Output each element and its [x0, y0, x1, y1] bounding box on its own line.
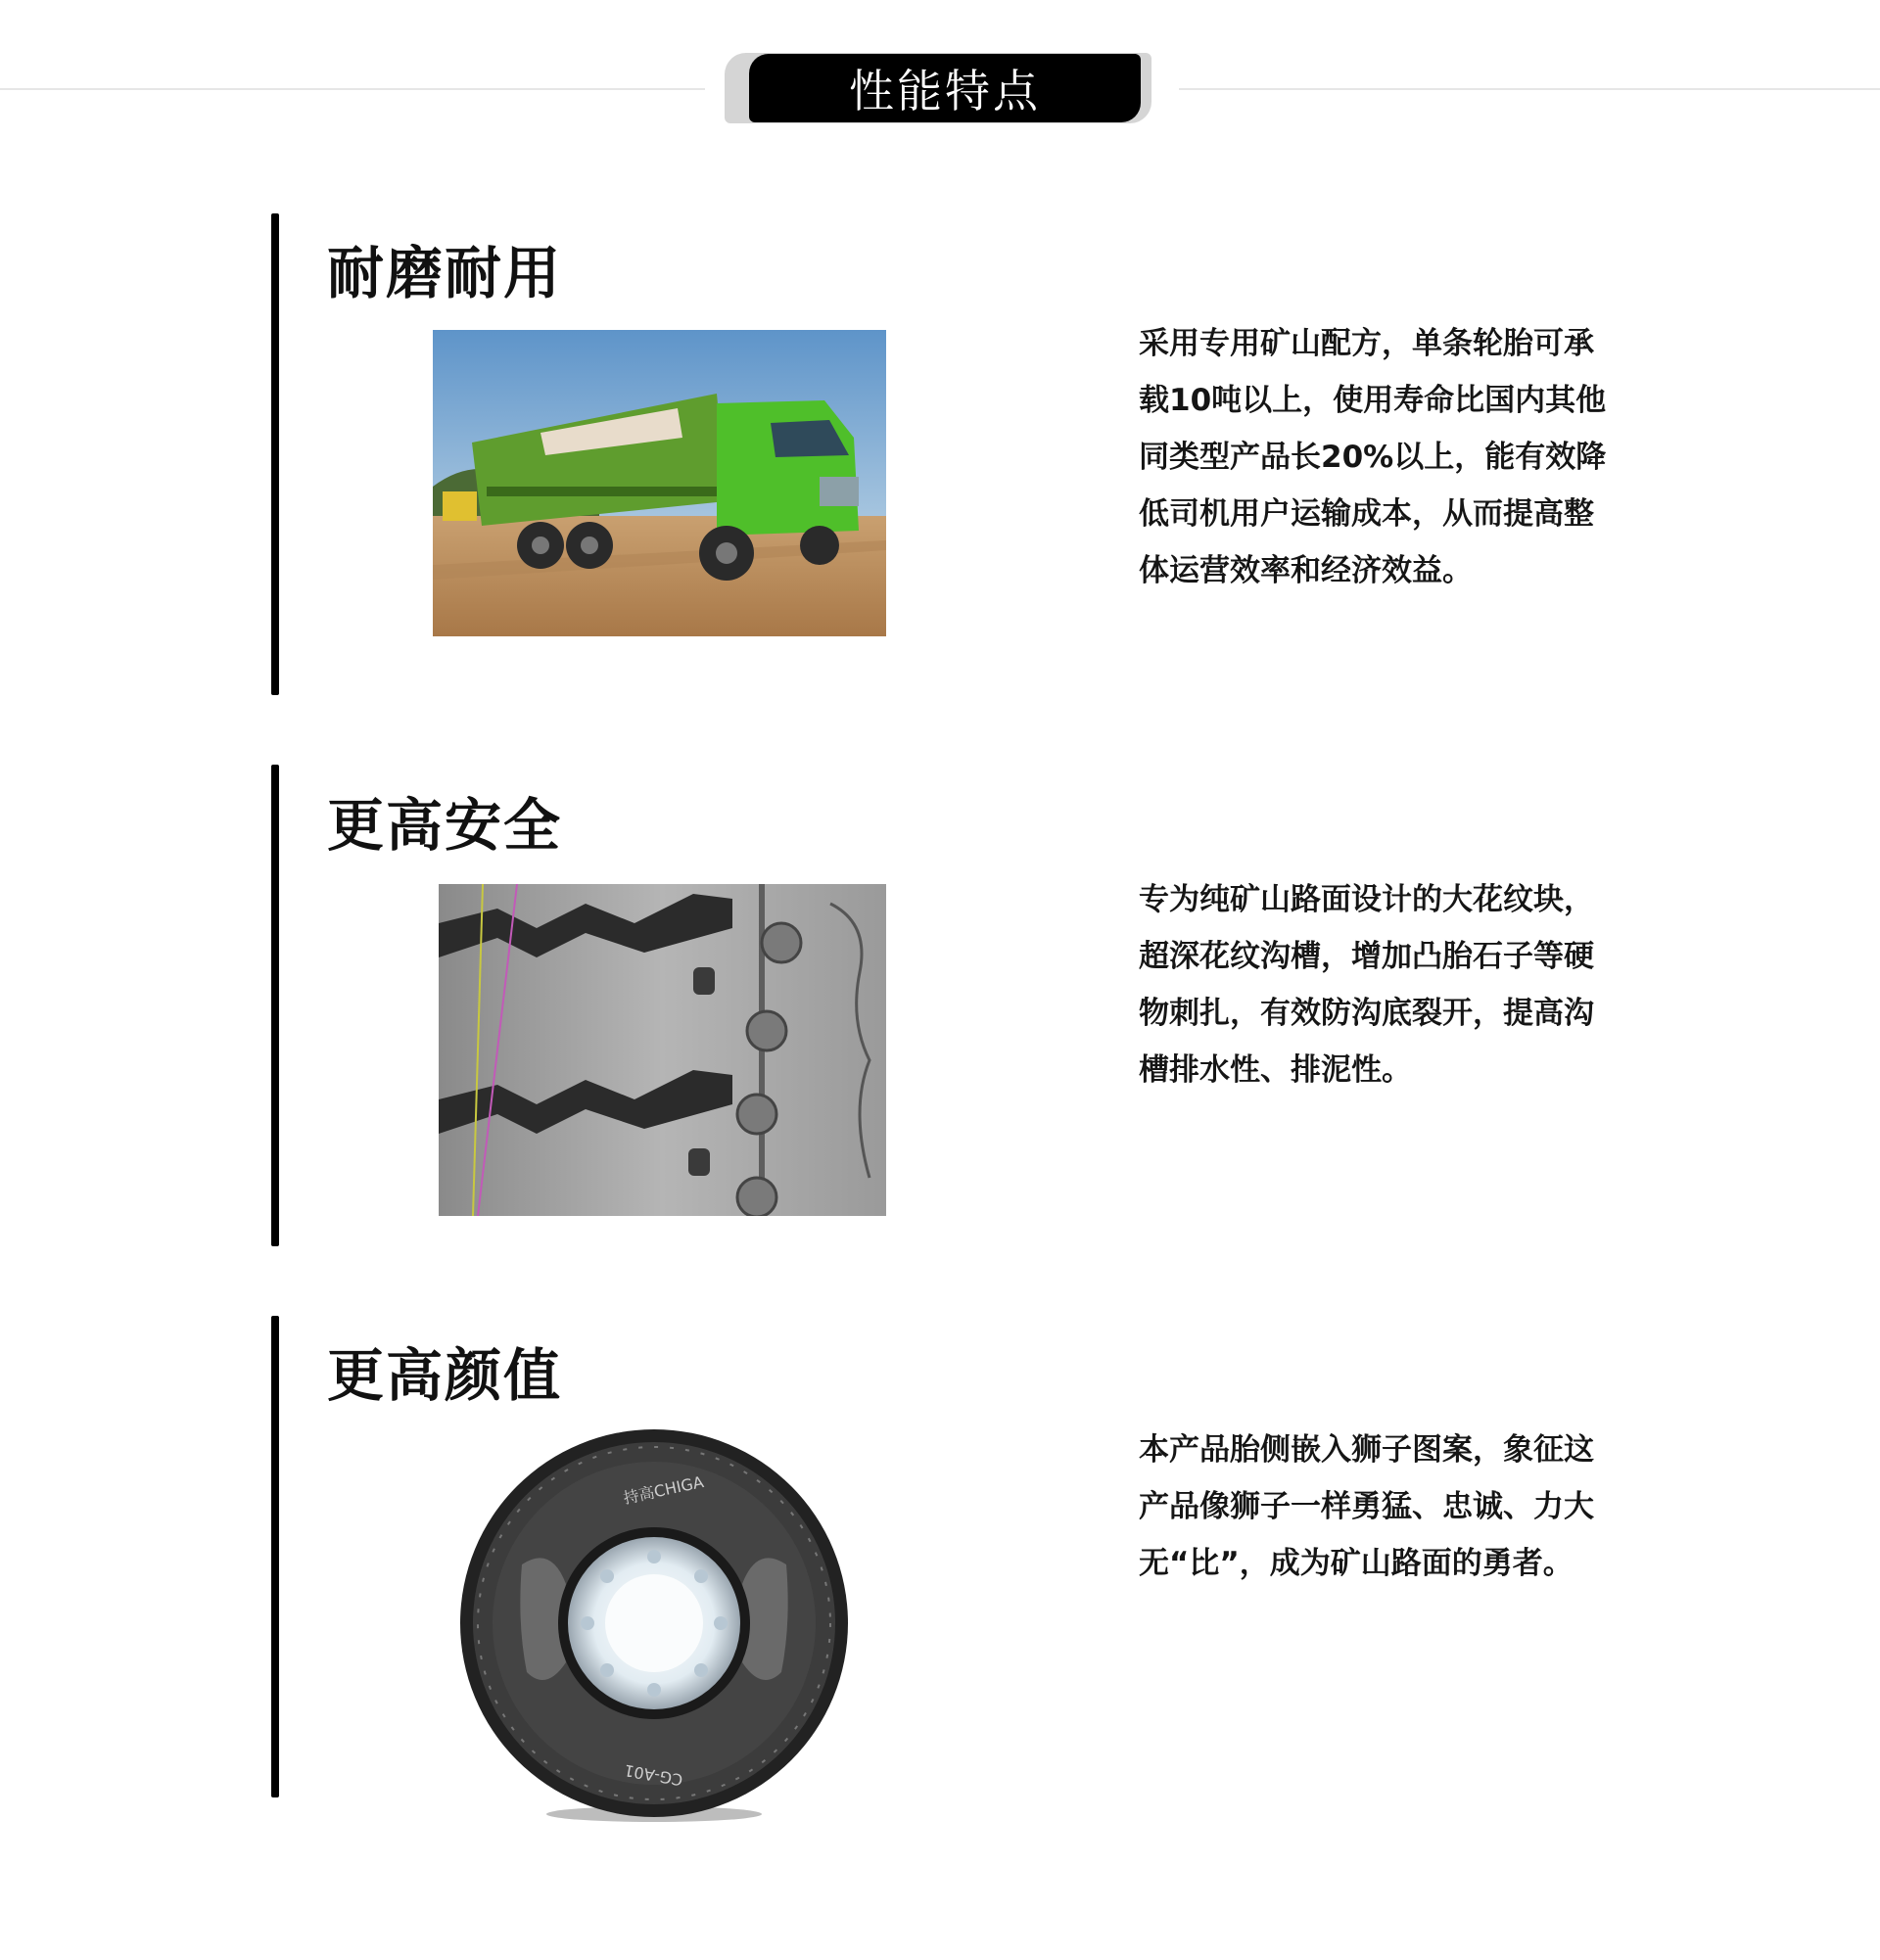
- header-divider-right: [1179, 88, 1880, 90]
- section-2-image: [439, 884, 886, 1216]
- section-1-description: 采用专用矿山配方，单条轮胎可承载10吨以上，使用寿命比国内其他同类型产品长20%以上，能有效降低司机用户运输成本，从而提高整体运营效率和经济效益。: [1139, 326, 1607, 588]
- section-2-title: 更高安全: [327, 792, 563, 859]
- tire-brand-text: 持高CHIGA: [621, 1472, 706, 1508]
- section-3-description: 本产品胎侧嵌入狮子图案，象征这产品像狮子一样勇猛、忠诚、力大无“比”，成为矿山路面的勇者。: [1139, 1432, 1594, 1581]
- section-1-image: [433, 330, 886, 636]
- section-1-title: 耐磨耐用: [327, 240, 563, 306]
- header-banner: [749, 54, 1141, 122]
- section-3-image: [458, 1427, 850, 1829]
- section-3-title: 更高颜值: [327, 1342, 563, 1409]
- section-3-accent-bar: [271, 1316, 279, 1797]
- header-divider-left: [0, 88, 705, 90]
- page-title: 性能特点: [849, 65, 1041, 117]
- section-2-description: 专为纯矿山路面设计的大花纹块，超深花纹沟槽，增加凸胎石子等硬物刺扎，有效防沟底裂开，提高沟槽排水性、排泥性。: [1139, 882, 1594, 1088]
- section-2-accent-bar: [271, 765, 279, 1246]
- tire-model-text: CG-A01: [623, 1760, 684, 1790]
- section-1-accent-bar: [271, 213, 279, 695]
